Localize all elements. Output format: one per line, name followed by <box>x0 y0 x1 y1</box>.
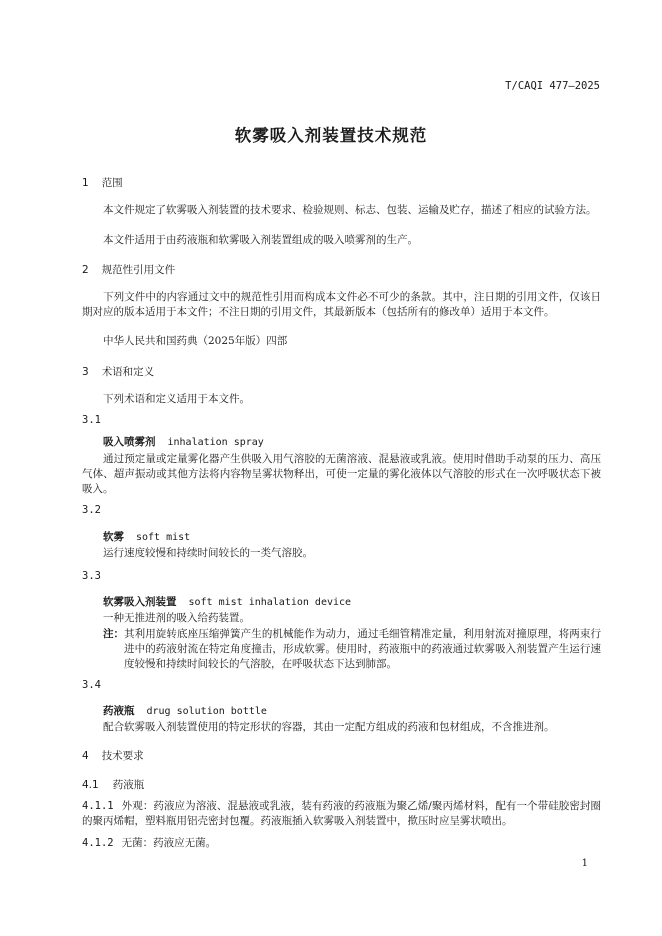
term-chinese: 吸入喷雾剂 <box>103 436 156 448</box>
section-number: 4 <box>82 750 89 762</box>
clause-number: 4.1.1 <box>82 800 114 812</box>
term-chinese: 药液瓶 <box>103 705 135 717</box>
clause-number: 4.1.2 <box>82 837 114 849</box>
term-chinese: 软雾吸入剂装置 <box>103 596 177 608</box>
section-3-heading <box>82 364 154 379</box>
term-english: drug solution bottle <box>146 706 267 717</box>
section-2-heading <box>82 262 175 277</box>
clause-4-1-2 <box>82 836 216 851</box>
page-number: 1 <box>581 858 588 869</box>
term-definition: 配合软雾吸入剂装置使用的特定形状的容器，其由一定配方组成的药液和包材组成，不含推进剂。 <box>103 721 555 733</box>
reference-item: 中华人民共和国药典（2025年版）四部 <box>103 335 288 347</box>
section-number: 2 <box>82 264 89 276</box>
section-number: 1 <box>82 177 89 189</box>
section-title: 技术要求 <box>101 750 144 762</box>
section-number: 3 <box>82 366 89 378</box>
term-number: 3.2 <box>82 504 101 516</box>
section-number: 4.1 <box>82 779 99 791</box>
term-number: 3.1 <box>82 414 101 426</box>
term-definition: 运行速度较慢和持续时间较长的一类气溶胶。 <box>103 547 313 559</box>
section-4-heading <box>82 748 144 763</box>
term-definition: 一种无推进剂的吸入给药装置。 <box>103 612 250 624</box>
term-3-1 <box>103 430 264 449</box>
note-label: 注： <box>103 628 124 640</box>
term-number: 3.3 <box>82 570 101 582</box>
section-title: 规范性引用文件 <box>101 264 176 276</box>
term-english: soft mist <box>136 532 191 543</box>
paragraph: 本文件规定了软雾吸入剂装置的技术要求、检验规则、标志、包装、运输及贮存，描述了相应的试验方法。 <box>103 204 597 216</box>
clause-4-1-1 <box>82 799 601 829</box>
term-chinese: 软雾 <box>103 531 124 543</box>
term-english: inhalation spray <box>167 437 264 448</box>
document-number: T/CAQI 477—2025 <box>505 80 600 92</box>
paragraph: 下列术语和定义适用于本文件。 <box>103 393 250 405</box>
term-english: soft mist inhalation device <box>188 597 352 608</box>
term-definition: 通过预定量或定量雾化器产生供吸入用气溶胶的无菌溶液、混悬液或乳液。使用时借助手动泵的压力、高压气体、超声振动或其他方法将内容物呈雾状物释出，可使一定量的雾化液体以气溶胶的形式在一次呼吸状态下被吸入。 <box>82 453 601 495</box>
section-title: 范围 <box>101 177 123 189</box>
term-number: 3.4 <box>82 679 101 691</box>
clause-text: 外观：药液应为溶液、混悬液或乳液，装有药液的药液瓶为聚乙烯/聚丙烯材料，配有一个带硅胶密封圈的聚丙烯帽，塑料瓶用铝壳密封包覆。药液瓶插入软雾吸入剂装置中，揿压时应呈雾状喷出。 <box>82 800 601 827</box>
paragraph: 本文件适用于由药液瓶和软雾吸入剂装置组成的吸入喷雾剂的生产。 <box>103 234 418 246</box>
clause-text: 无菌：药液应无菌。 <box>121 837 217 849</box>
note-text: 其利用旋转底座压缩弹簧产生的机械能作为动力，通过毛细管精准定量，利用射流对撞原理，将两束行进中的药液射流在特定角度撞击，形成软雾。使用时，药液瓶中的药液通过软雾吸入剂装置产生运行速度较慢和持续时间较长的气溶胶，在呼吸状态下达到肺部。 <box>124 628 601 670</box>
section-4-1-heading <box>82 777 144 792</box>
term-3-3 <box>103 590 351 609</box>
section-title: 术语和定义 <box>101 366 155 378</box>
term-3-2 <box>103 525 190 544</box>
section-title: 药液瓶 <box>112 779 145 791</box>
section-1-heading <box>82 175 123 190</box>
term-3-4 <box>103 699 267 718</box>
page-title: 软雾吸入剂装置技术规范 <box>234 126 428 145</box>
paragraph: 下列文件中的内容通过文中的规范性引用而构成本文件必不可少的条款。其中，注日期的引用文件，仅该日期对应的版本适用于本文件；不注日期的引用文件，其最新版本（包括所有的修改单）适用于本文件。 <box>82 291 601 318</box>
